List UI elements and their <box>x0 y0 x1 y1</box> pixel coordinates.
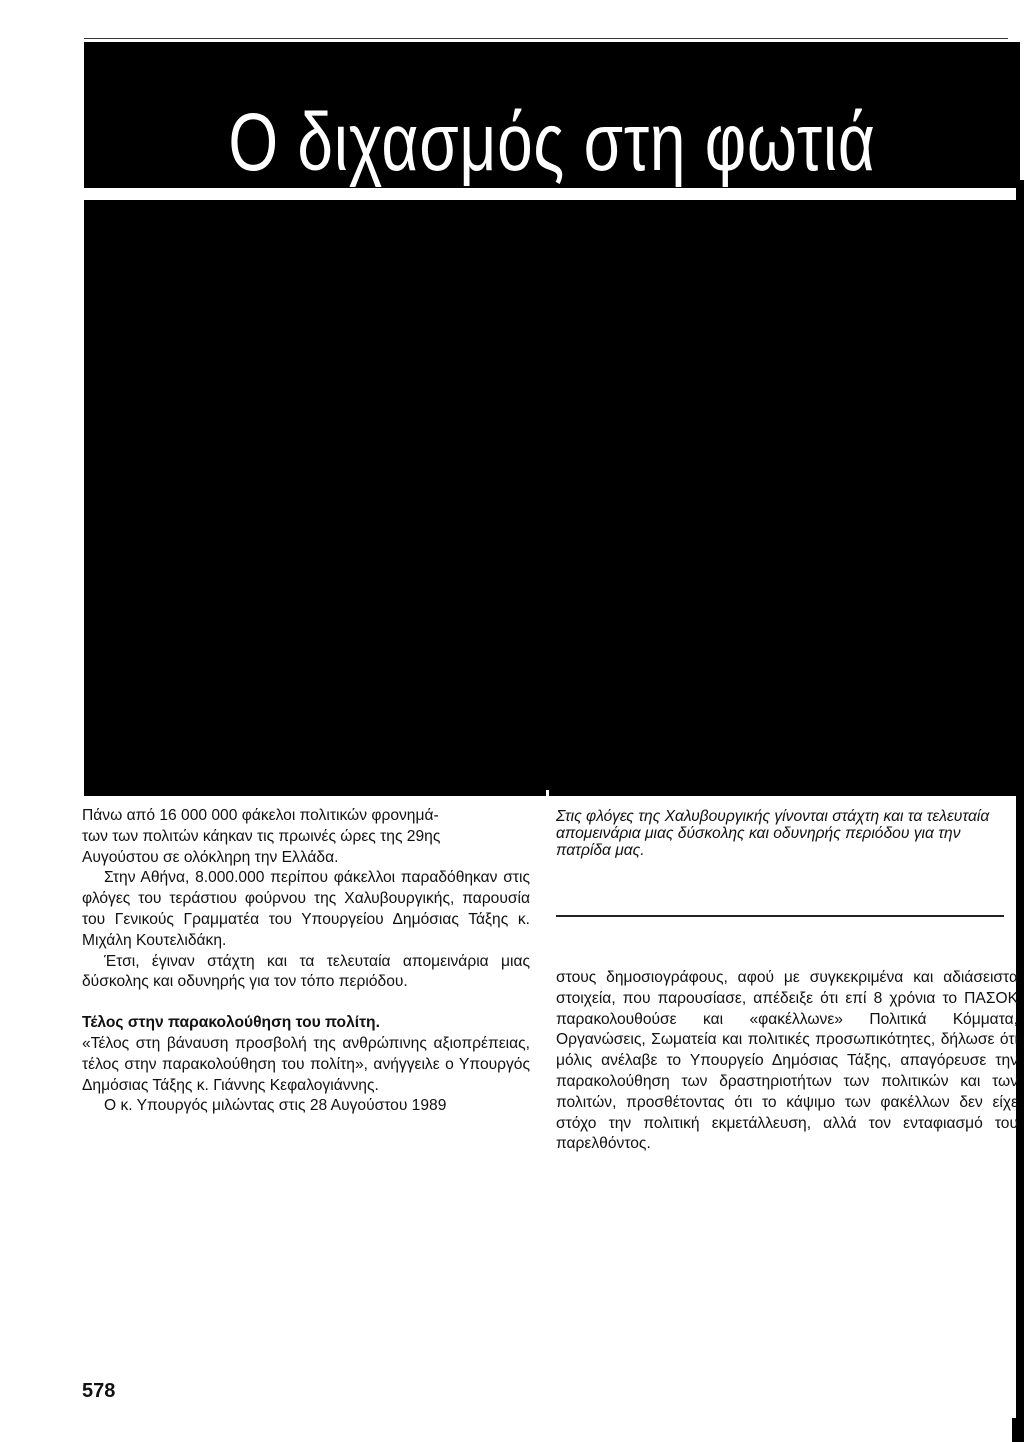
hero-photo <box>84 42 1020 796</box>
page-title: Ο διχασμός στη φωτιά <box>228 97 876 188</box>
caption-divider <box>556 915 1004 917</box>
subheading: Τέλος στην παρακολούθηση του πολίτη. <box>82 1014 380 1032</box>
paragraph-quote: «Τέλος στη βάναυση προσβολή της ανθρώπινης αξιοπρέπειας, τέλος στην παρακολούθηση του πολίτη», ανήγγειλε ο Υπουργός Δημόσιας Τάξης κ. Γιάννης Κεφαλογιάννης. <box>82 1034 530 1094</box>
paragraph-ashes: Έτσι, έγιναν στάχτη και τα τελευταία απομεινάρια μιας δύσκολης και οδυνηρής για τον τόπο περιόδου. <box>82 952 530 991</box>
lead-line-2: των των πολιτών κάηκαν τις πρωινές ώρες της 29ης <box>82 827 441 845</box>
paragraph-minister: Ο κ. Υπουργός μιλώντας στις 28 Αυγούστου 1989 <box>104 1097 447 1115</box>
top-rule <box>84 38 1008 39</box>
lead-line-3: Αυγούστου σε ολόκληρη την Ελλάδα. <box>82 848 339 866</box>
page-edge-bar <box>1016 180 1024 1442</box>
page-number: 578 <box>82 1380 116 1402</box>
title-underline-bar <box>84 188 1020 200</box>
right-column-body: στους δημοσιογράφους, αφού με συγκεκριμένα και αδιάσειστα στοιχεία, που παρουσίασε, απέδειξε ότι επί 8 χρόνια το ΠΑΣΟΚ παρακολουθούσε και «φακέλλωνε» Πολιτικά Κόμματα, Οργανώσεις, Σωματεία και πολιτικές προσωπικότητες, δήλωσε ότι μόλις ανέλαβε το Υπουργείο Δημόσιας Τάξης, απαγόρευσε την παρακολούθηση των δραστηριοτήτων των πολιτικών και των πολιτών, προσθέτοντας ότι το κάψιμο των φακέλλων δεν είχε στόχο την πολιτική εκμετάλλευση, αλλά τον ενταφιασμό του παρελθόντος. <box>556 969 1018 1153</box>
photo-caption: Στις φλόγες της Χαλυβουργικής γίνονται στάχτη και τα τελευταία απομεινάρια μιας δύσκολης και οδυνηρής περιόδου για την πατρίδα μας. <box>556 808 990 859</box>
left-column <box>82 806 530 1117</box>
lead-line-1: Πάνω από 16 000 000 φάκελοι πολιτικών φρονημά- <box>82 807 439 824</box>
corner-mark <box>1012 1418 1024 1442</box>
flame-streak <box>546 790 549 842</box>
paragraph-athens: Στην Αθήνα, 8.000.000 περίπου φάκελλοι παραδόθηκαν στις φλόγες του τεράστιου φούρνου της Χαλυβουργικής, παρουσία του Γενικούς Γραμματέα του Υπουργείου Δημόσιας Τάξης κ. Μιχάλη Κουτελιδάκη. <box>82 869 530 949</box>
